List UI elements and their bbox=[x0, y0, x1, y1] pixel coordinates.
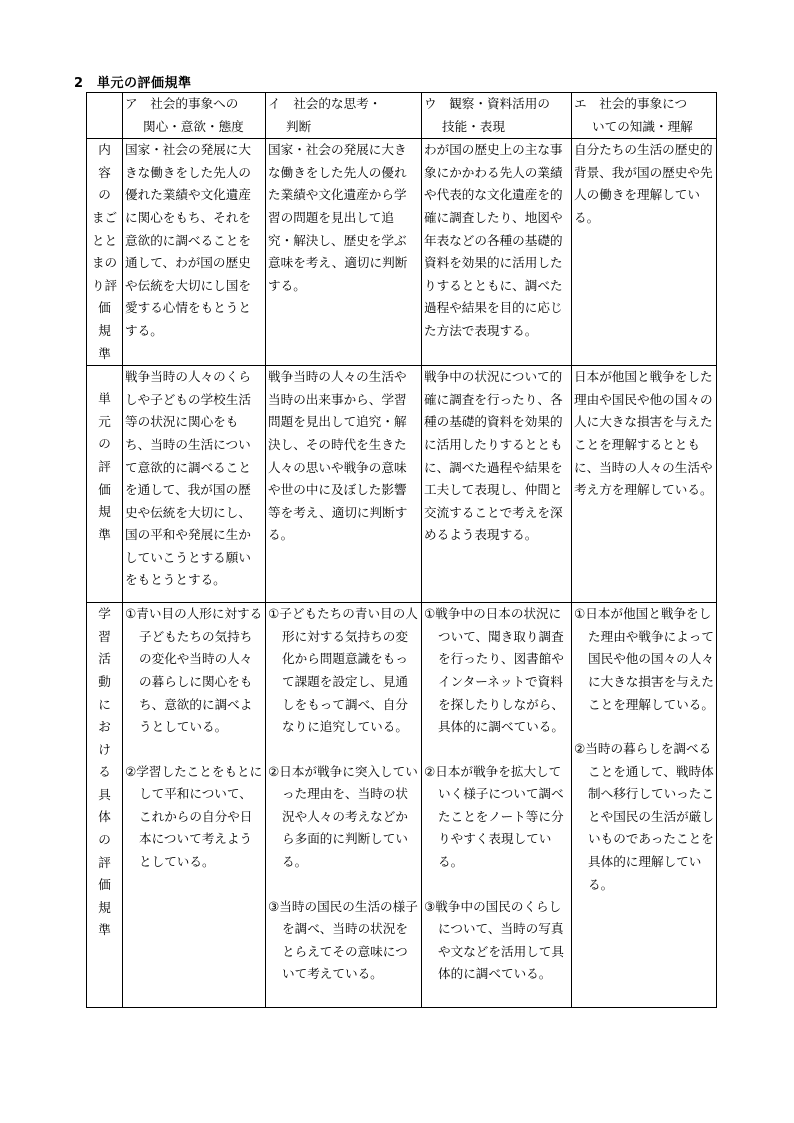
criteria-text: 戦争当時の人々のくらしや子どもの学校生活等の状況に関心をもち、当時の生活について意欲的に調べることを通して、我が国の歴史や伝統を大切にし、国の平和や発展に生かしていこうとする願いをもとうとする。 bbox=[125, 369, 251, 588]
header-corner-cell bbox=[87, 93, 123, 139]
row-label-char: 体 bbox=[98, 809, 111, 825]
row-label-char: 単 bbox=[98, 391, 111, 407]
item-spacer bbox=[268, 739, 419, 761]
evaluation-rubric-table bbox=[86, 92, 717, 1008]
row-label-char: の bbox=[98, 832, 111, 848]
row-label-char: に bbox=[98, 696, 111, 712]
criteria-text: 戦争当時の人々の生活や当時の出来事から、学習問題を見出して追究・解決し、その時代を生きた人々の思いや戦争の意味や世の中に及ぼした影響等を考え、適切に判断する。 bbox=[268, 369, 408, 543]
row-label-char: 評 bbox=[98, 458, 111, 474]
row-label-char: 容 bbox=[98, 164, 111, 180]
header-col-a-line2: 関心・意欲・態度 bbox=[143, 118, 244, 134]
row-label-char: 内 bbox=[98, 142, 111, 158]
header-col-u-line2: 技能・表現 bbox=[442, 118, 505, 134]
row-label-char: 規 bbox=[98, 504, 111, 520]
row-label-char: 活 bbox=[98, 651, 111, 667]
criteria-text: ①日本が他国と戦争をした理由や戦争によって国民や他の国々の人々に大きな損害を与えたことを理解している。 bbox=[574, 606, 714, 712]
cell-i-unit-criteria bbox=[266, 366, 422, 603]
header-col-u-line1: ウ 観察・資料活用の bbox=[424, 96, 550, 111]
criteria-text: ①子どもたちの青い目の人形に対する気持ちの変化から問題意識をもって課題を設定し、見通しをもって調べ、自分なりに追究している。 bbox=[268, 606, 418, 735]
row-label-char: の bbox=[98, 187, 111, 203]
cell-e-content-summary bbox=[572, 139, 717, 366]
row-label-char: 習 bbox=[98, 628, 111, 644]
criteria-text: ①戦争中の日本の状況について、聞き取り調査を行ったり、図書館やインターネットで資料を探したりしながら、具体的に調べている。 bbox=[424, 606, 564, 735]
cell-a-activity-criteria bbox=[123, 603, 266, 1008]
criteria-text: 国家・社会の発展に大きな働きをした先人の優れた業績や文化遺産から学習の問題を見出して追究・解決し、歴史を学ぶ意味を考え、適切に判断する。 bbox=[268, 142, 408, 293]
item-spacer bbox=[125, 739, 263, 761]
row-label-char: 準 bbox=[98, 526, 111, 542]
criteria-text: ①青い目の人形に対する子どもたちの気持ちの変化や当時の人々の暮らしに関心をもち、意欲的に調べようとしている。 bbox=[125, 606, 263, 735]
cell-i-activity-criteria bbox=[266, 603, 422, 1008]
header-col-e bbox=[572, 93, 717, 139]
criteria-text: わが国の歴史上の主な事象にかかわる先人の業績や代表的な文化遺産を的確に調査したり、地図や年表などの各種の基礎的資料を効果的に活用したりするとともに、調べた過程や結果を目的に応じた方法で表現する。 bbox=[424, 142, 563, 338]
row-label-activity-criteria bbox=[87, 603, 123, 1008]
criteria-text: 自分たちの生活の歴史的背景、我が国の歴史や先人の働きを理解している。 bbox=[574, 142, 713, 225]
criteria-text: ②日本が戦争に突入していった理由を、当時の状況や人々の考えなどから多面的に判断している。 bbox=[268, 763, 418, 870]
row-label-char: 価 bbox=[98, 877, 111, 893]
cell-u-activity-criteria bbox=[422, 603, 572, 1008]
header-col-e-line2: いての知識・理解 bbox=[592, 118, 693, 134]
row-label-char: 元 bbox=[98, 413, 111, 429]
row-label-content-summary bbox=[87, 139, 123, 366]
criteria-text: ②当時の暮らしを調べることを通して、戦時体制へ移行していったことや国民の生活が厳しいものであったことを具体的に理解している。 bbox=[574, 741, 714, 892]
row-label-char: け bbox=[98, 741, 111, 757]
criteria-text: 日本が他国と戦争をした理由や国民や他の国々の人に大きな損害を与えたことを理解するとともに、当時の人々の生活や考え方を理解している。 bbox=[574, 369, 713, 498]
row-label-char: 規 bbox=[98, 322, 111, 338]
row-content-summary bbox=[87, 139, 717, 366]
cell-a-unit-criteria bbox=[123, 366, 266, 603]
criteria-text: 戦争中の状況について的確に調査を行ったり、各種の基礎的資料を効果的に活用したりするとともに、調べた過程や結果を工夫して表現し、仲間と交流することで考えを深めるよう表現する。 bbox=[424, 369, 563, 543]
row-label-char: 規 bbox=[98, 899, 111, 915]
row-label-char: 学 bbox=[98, 606, 111, 622]
row-label-char: 動 bbox=[98, 673, 111, 689]
row-label-char: まの bbox=[91, 255, 118, 271]
row-label-char: 価 bbox=[98, 481, 111, 497]
criteria-text: ②日本が戦争を拡大していく様子について調べたことをノート等に分りやすく表現している。 bbox=[424, 763, 564, 870]
header-col-i-line1: イ 社会的な思考・ bbox=[268, 96, 382, 111]
row-label-char: 準 bbox=[98, 345, 111, 361]
header-row bbox=[87, 93, 717, 139]
row-label-char: 具 bbox=[98, 786, 111, 802]
cell-u-unit-criteria bbox=[422, 366, 572, 603]
cell-a-content-summary bbox=[123, 139, 266, 366]
row-label-char: とと bbox=[91, 232, 118, 248]
cell-i-content-summary bbox=[266, 139, 422, 366]
item-spacer bbox=[424, 874, 569, 896]
criteria-text: ②学習したことをもとにして平和について、これからの自分や日本について考えようとしている。 bbox=[125, 763, 263, 870]
criteria-text: 国家・社会の発展に大きな働きをした先人の優れた業績や文化遺産に関心をもち、それを意欲的に調べることを通して、わが国の歴史や伝統を大切にし国を愛する心情をもとうとする。 bbox=[125, 142, 251, 338]
criteria-text: ③当時の国民の生活の様子を調べ、当時の状況をとらえてその意味について考えている。 bbox=[268, 898, 418, 982]
cell-e-activity-criteria bbox=[572, 603, 717, 1008]
row-activity-criteria bbox=[87, 603, 717, 1008]
header-col-u bbox=[422, 93, 572, 139]
header-col-a bbox=[123, 93, 266, 139]
header-col-i-line2: 判断 bbox=[286, 118, 312, 134]
header-col-a-line1: ア 社会的事象への bbox=[125, 96, 239, 111]
row-label-unit-criteria bbox=[87, 366, 123, 603]
row-label-char: る bbox=[98, 764, 111, 780]
section-title: 2 単元の評価規準 bbox=[74, 76, 192, 91]
cell-e-unit-criteria bbox=[572, 366, 717, 603]
row-label-char: 準 bbox=[98, 922, 111, 938]
criteria-text: ③戦争中の国民のくらしについて、当時の写真や文などを活用して具体的に調べている。 bbox=[424, 898, 564, 982]
item-spacer bbox=[574, 716, 714, 738]
header-col-i bbox=[266, 93, 422, 139]
row-label-char: 評 bbox=[98, 854, 111, 870]
row-label-char: 価 bbox=[98, 300, 111, 316]
item-spacer bbox=[424, 739, 569, 761]
row-label-char: まご bbox=[91, 209, 118, 225]
row-label-char: お bbox=[98, 719, 111, 735]
row-unit-criteria bbox=[87, 366, 717, 603]
header-col-e-line1: エ 社会的事象につ bbox=[574, 96, 688, 111]
row-label-char: り評 bbox=[91, 277, 118, 293]
cell-u-content-summary bbox=[422, 139, 572, 366]
row-label-char: の bbox=[98, 436, 111, 452]
item-spacer bbox=[268, 874, 419, 896]
